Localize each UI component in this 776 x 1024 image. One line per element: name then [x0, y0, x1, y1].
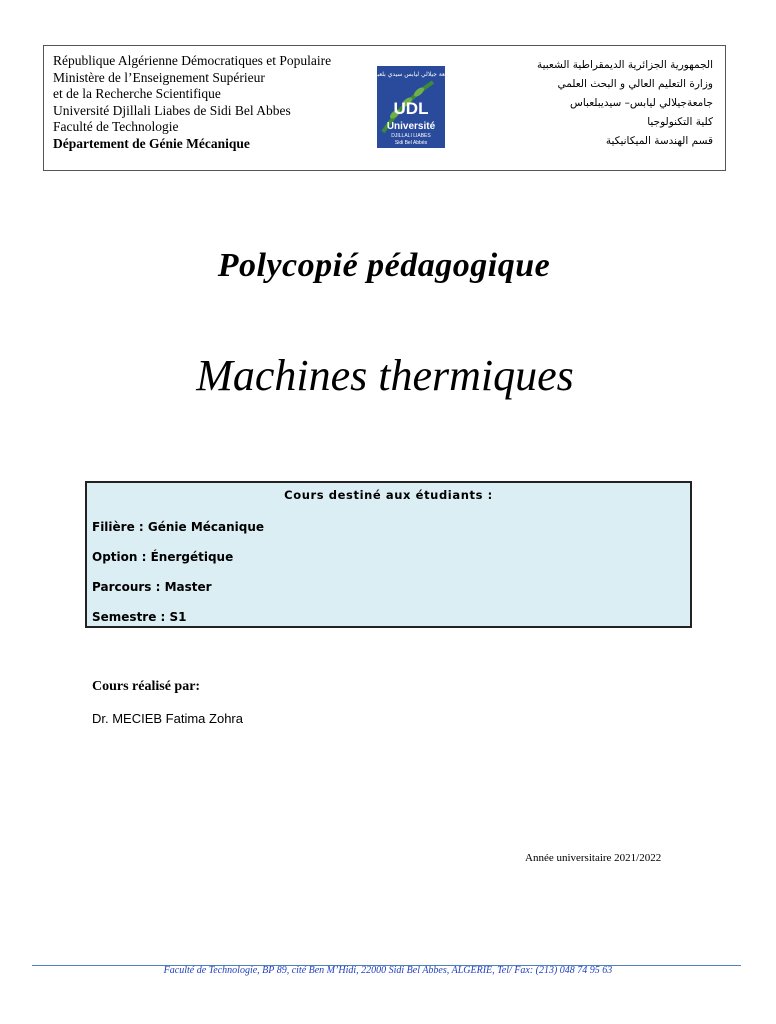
header-line-faculty: Faculté de Technologie [53, 119, 179, 134]
document-title: Machines thermiques [196, 351, 574, 400]
header-arabic-line-department: قسم الهندسة الميكانيكية [605, 135, 713, 147]
header-arabic-line-faculty: كلية التكنولوجيا [647, 116, 713, 128]
document-type-heading: Polycopié pédagogique [217, 247, 551, 284]
academic-year: Année universitaire 2021/2022 [525, 852, 662, 864]
logo-name: Université [386, 121, 436, 132]
logo-line2: Sidi Bel Abbès [394, 140, 428, 146]
header-line-university: Université Djillali Liabes de Sidi Bel Abbes [53, 102, 291, 118]
course-info-parcours: Parcours : Master [92, 580, 212, 594]
header-arabic-line-ministry: وزارة التعليم العالي و البحث العلمي [557, 78, 713, 90]
logo-line1: DJILLALI LIABES [391, 133, 431, 139]
course-info-box [85, 481, 692, 628]
header-arabic-line-university: جامعةجيلالي ليابس– سيديبلعباس [570, 97, 713, 109]
course-info-option: Option : Énergétique [92, 550, 234, 564]
header-line-department: Département de Génie Mécanique [53, 135, 250, 151]
logo-monogram: UDL [393, 99, 429, 118]
course-info-heading: Cours destiné aux étudiants : [284, 488, 493, 502]
author-label: Cours réalisé par: [92, 679, 201, 694]
header-line-republic: République Algérienne Démocratiques et Populaire [53, 53, 332, 68]
institution-header [43, 45, 726, 171]
footer-address: Faculté de Technologie, BP 89, cité Ben M’Hidi, 22000 Sidi Bel Abbes, ALGERIE, Tel/ Fax: (213) 048 74 95 63 [163, 965, 613, 976]
logo-arabic-text: جامعة جيلالي ليابس سيدي بلعباس [368, 71, 454, 78]
author-name: Dr. MECIEB Fatima Zohra [92, 711, 243, 726]
header-line-research: et de la Recherche Scientifique [53, 86, 221, 101]
header-arabic-line-republic: الجمهورية الجزائرية الديمقراطية الشعبية [536, 59, 713, 71]
header-line-ministry: Ministère de l’Enseignement Supérieur [53, 69, 265, 85]
university-logo [368, 62, 454, 152]
course-info-filiere: Filière : Génie Mécanique [92, 520, 265, 534]
course-info-semestre: Semestre : S1 [92, 610, 187, 624]
header-french-block [53, 53, 331, 152]
header-arabic-block [537, 56, 713, 151]
